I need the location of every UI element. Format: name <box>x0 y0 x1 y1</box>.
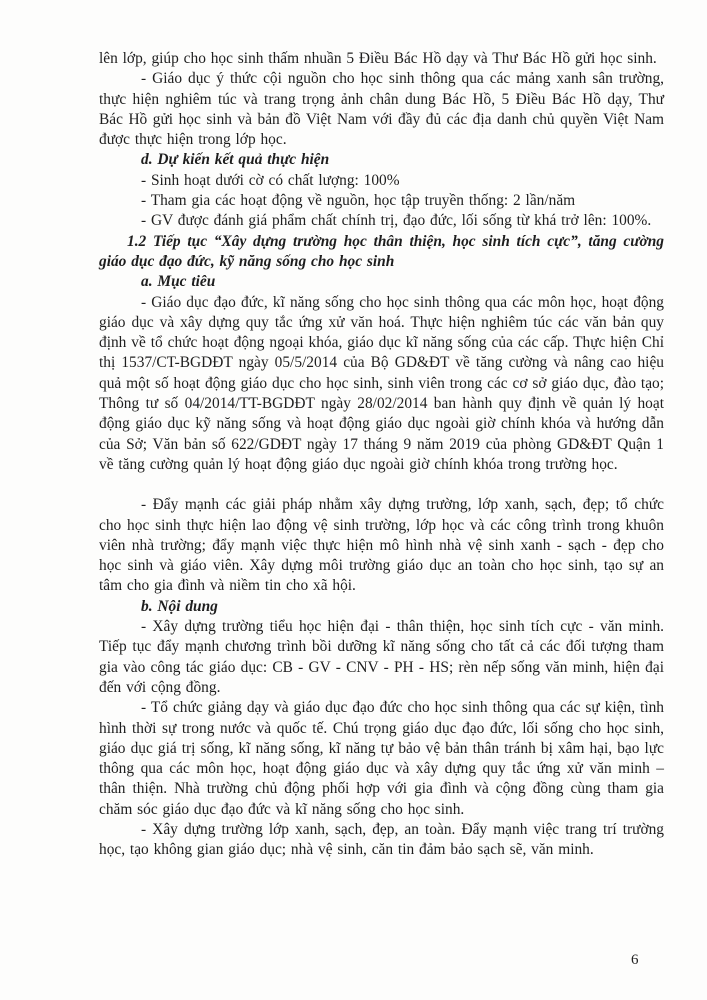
paragraph: - Sinh hoạt dưới cờ có chất lượng: 100% <box>141 171 400 189</box>
paragraph: lên lớp, giúp cho học sinh thấm nhuần 5 Điều Bác Hồ dạy và Thư Bác Hồ gửi học sinh. <box>99 50 657 67</box>
paragraph: - GV được đánh giá phẩm chất chính trị, đạo đức, lối sống từ khá trở lên: 100%. <box>141 212 652 230</box>
paragraph: - Xây dựng trường tiểu học hiện đại - thân thiện, học sinh tích cực - văn minh. Tiếp tục đẩy mạnh chương trình bồi dưỡng kĩ năng sống cho tất cả các đối tượng tham gia vào công tác giáo dục: CB - GV - CNV - PH - HS; rèn nếp sống văn minh, hiện đại đến với cộng đồng. <box>99 618 664 696</box>
paragraph: - Giáo dục ý thức cội nguồn cho học sinh thông qua các mảng xanh sân trường, thực hiện nghiêm túc và trang trọng ảnh chân dung Bác Hồ, 5 Điều Bác Hồ dạy, Thư Bác Hồ gửi học sinh và bản đồ Việt Nam với đầy đủ các địa danh chủ quyền Việt Nam được thực hiện trong lớp học. <box>99 70 664 149</box>
paragraph: - Tổ chức giảng dạy và giáo dục đạo đức cho học sinh thông qua các sự kiện, tình hình thời sự trong nước và quốc tế. Chú trọng giáo dục đạo đức, lối sống cho học sinh, giáo dục giá trị sống, kĩ năng sống, kĩ năng tự bảo vệ bản thân tránh bị xâm hại, bạo lực thông qua các môn học, hoạt động giáo dục và xây dựng quy tắc ứng xử văn minh – thân thiện. Nhà trường chủ động phối hợp với gia đình và cộng đồng cùng tham gia chăm sóc giáo dục đạo đức và kĩ năng sống cho học sinh. <box>99 699 664 818</box>
section-heading: 1.2 Tiếp tục “Xây dựng trường học thân thiện, học sinh tích cực”, tăng cường giáo dục đạo đức, kỹ năng sống cho học sinh <box>99 232 664 270</box>
paragraph: - Đẩy mạnh các giải pháp nhằm xây dựng trường, lớp xanh, sạch, đẹp; tổ chức cho học sinh thực hiện lao động vệ sinh trường, lớp học và các công trình trong khuôn viên nhà trường; đẩy mạnh việc thực hiện mô hình nhà vệ sinh xanh - sạch - đẹp cho học sinh và giáo viên. Xây dựng môi trường giáo dục an toàn cho học sinh, tạo sự an tâm cho gia đình và niềm tin cho xã hội. <box>99 496 664 595</box>
section-heading: b. Nội dung <box>141 597 218 615</box>
paragraph: - Tham gia các hoạt động về nguồn, học tập truyền thống: 2 lần/năm <box>141 192 576 210</box>
paragraph: - Giáo dục đạo đức, kĩ năng sống cho học sinh thông qua các môn học, hoạt động giáo dục và xây dựng quy tắc ứng xử văn hoá. Thực hiện nghiêm túc các văn bản quy định về tổ chức hoạt động ngoại khóa, giáo dục kĩ năng sống của các cấp. Thực hiện Chỉ thị 1537/CT-BGDĐT ngày 05/5/2014 của Bộ GD&ĐT về tăng cường và nâng cao hiệu quả một số hoạt động giáo dục cho học sinh, sinh viên trong các cơ sở giáo dục, đào tạo; Thông tư số 04/2014/TT-BGDĐT ngày 28/02/2014 ban hành quy định về quản lý hoạt động giáo dục kỹ năng sống và hoạt động giáo dục ngoài giờ chính khóa và hướng dẫn của Sở; Văn bản số 622/GDĐT ngày 17 tháng 9 năm 2019 của phòng GD&ĐT Quận 1 về tăng cường quản lý hoạt động giáo dục ngoài giờ chính khóa trong trường học. <box>99 293 664 473</box>
section-heading: d. Dự kiến kết quả thực hiện <box>141 151 330 169</box>
section-heading: a. Mục tiêu <box>141 273 216 291</box>
page-number: 6 <box>631 952 639 968</box>
document-body <box>99 49 664 861</box>
paragraph: - Xây dựng trường lớp xanh, sạch, đẹp, an toàn. Đẩy mạnh việc trang trí trường học, tạo không gian giáo dục; nhà vệ sinh, căn tin đảm bảo sạch sẽ, văn minh. <box>99 820 664 859</box>
